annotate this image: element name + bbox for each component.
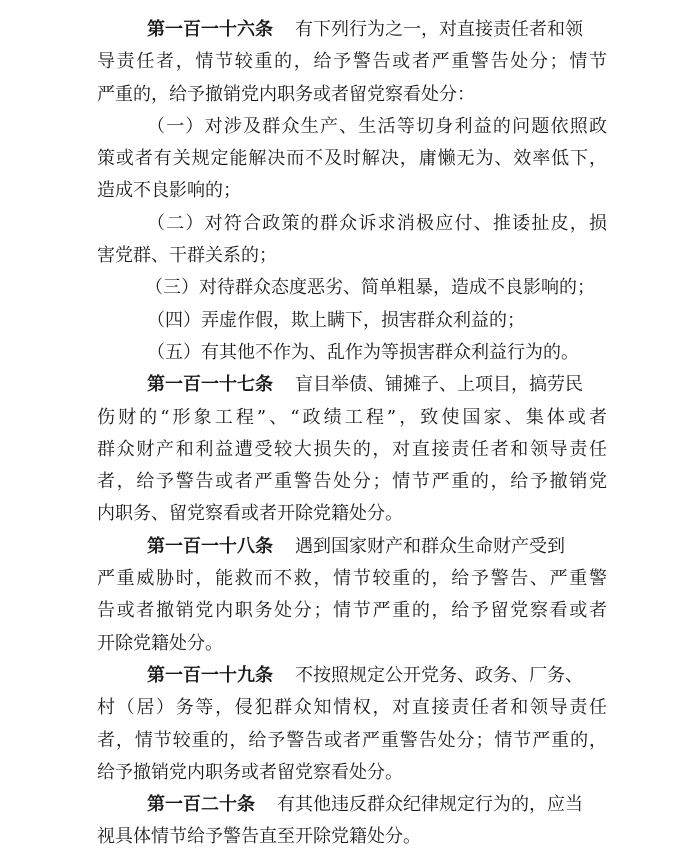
list-item: （四）弄虚作假，欺上瞒下，损害群众利益的； [147, 309, 525, 331]
article-text-line: 村（居）务等，侵犯群众知情权，对直接责任者和领导责任 [97, 697, 607, 719]
article-text-line: 群众财产和利益遭受较大损失的，对直接责任者和领导责任 [97, 438, 607, 460]
article-117-line-1: 第一百一十七条 盲目举债、铺摊子、上项目，搞劳民 [147, 374, 583, 396]
article-text-line: 伤财的“形象工程”、“政绩工程”，致使国家、集体或者 [97, 406, 607, 428]
article-number: 第一百一十六条 [147, 19, 273, 40]
article-number: 第一百一十七条 [147, 374, 273, 396]
list-item: （五）有其他不作为、乱作为等损害群众利益行为的。 [147, 341, 579, 363]
article-text-line: 视具体情节给予警告直至开除党籍处分。 [97, 826, 421, 848]
list-item: （三）对待群众态度恶劣、简单粗暴，造成不良影响的； [145, 277, 595, 299]
article-text-line: 告或者撤销党内职务处分；情节严重的，给予留党察看或者 [97, 600, 607, 622]
article-number: 第一百一十九条 [147, 664, 273, 686]
article-number: 第一百二十条 [147, 794, 255, 816]
article-text-line: 严重的，给予撤销党内职务或者留党察看处分： [97, 83, 475, 105]
article-118-line-1: 第一百一十八条 遇到国家财产和群众生命财产受到 [147, 535, 565, 557]
article-text-line: 导责任者，情节较重的，给予警告或者严重警告处分；情节 [97, 51, 607, 73]
list-item: （二）对符合政策的群众诉求消极应付、推诿扯皮，损 [147, 212, 607, 234]
document-body [97, 14, 607, 854]
list-item-continuation: 造成不良影响的； [97, 180, 241, 202]
article-text-line: 者，情节较重的，给予警告或者严重警告处分；情节严重的， [97, 729, 607, 751]
list-item: （一）对涉及群众生产、生活等切身利益的问题依照政 [147, 115, 607, 137]
article-text-line: 给予撤销党内职务或者留党察看处分。 [97, 761, 403, 783]
article-text-line: 开除党籍处分。 [97, 632, 223, 654]
article-text-line: 者，给予警告或者严重警告处分；情节严重的，给予撤销党 [97, 471, 607, 493]
article-text-line: 严重威胁时，能救而不救，情节较重的，给予警告、严重警 [97, 568, 607, 590]
article-116-line-1: 第一百一十六条 有下列行为之一，对直接责任者和领 [147, 19, 583, 40]
article-119-line-1: 第一百一十九条 不按照规定公开党务、政务、厂务、 [147, 664, 583, 686]
article-120-line-1: 第一百二十条 有其他违反群众纪律规定行为的，应当 [147, 794, 583, 816]
article-text-line: 内职务、留党察看或者开除党籍处分。 [97, 503, 403, 525]
list-item-continuation: 害党群、干群关系的； [97, 245, 277, 267]
article-number: 第一百一十八条 [147, 535, 273, 557]
list-item-continuation: 策或者有关规定能解决而不及时解决，庸懒无为、效率低下， [97, 148, 607, 170]
